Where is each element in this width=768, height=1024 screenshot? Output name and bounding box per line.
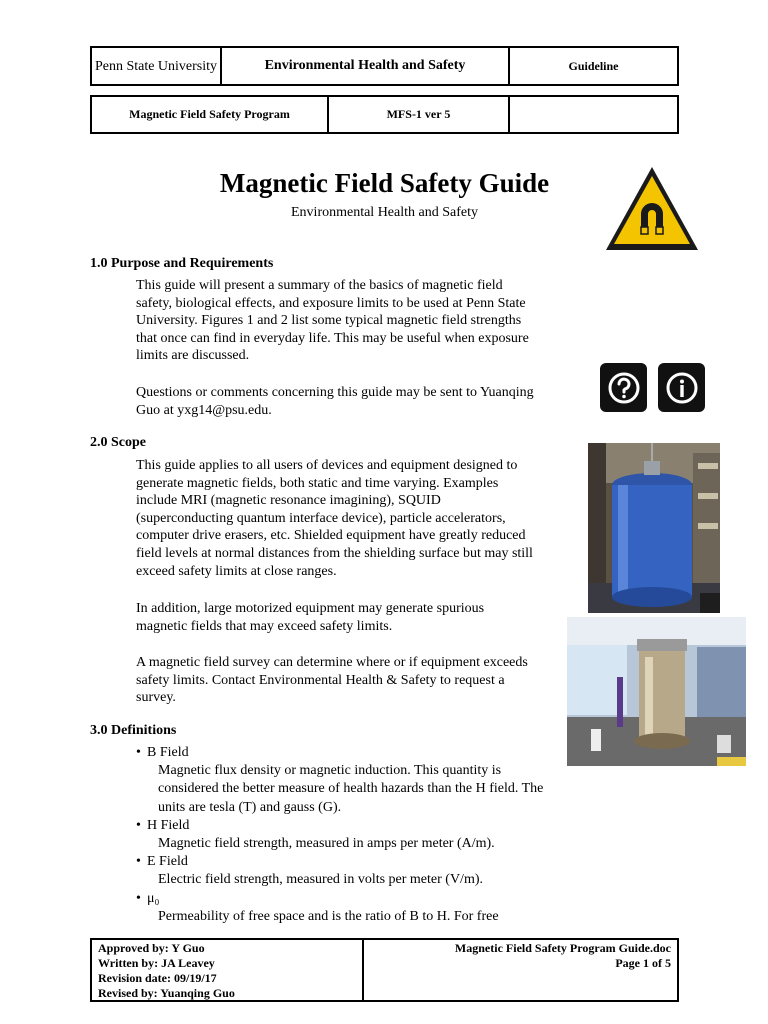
document-id: MFS-1 ver 5 [329,97,510,132]
purpose-paragraph-2: Questions or comments concerning this guide may be sent to Yuanqing Guo at yxg14@psu.edu. [136,385,534,418]
definition-description: Permeability of free space and is the ratio of B to H. For free [158,908,499,924]
empty-cell [510,97,677,132]
list-item [136,744,546,817]
cryostat-photo [588,443,720,613]
magnet-lab-photo [567,617,746,766]
scope-paragraph-3: A magnetic field survey can determine where or if equipment exceeds safety limits. Contact Environmental Health & Safety to request a survey. [136,655,528,706]
page-subtitle: Environmental Health and Safety [291,205,478,220]
list-item [136,890,546,926]
purpose-paragraph-1: This guide will present a summary of the basics of magnetic field safety, biological effects, and exposure limits to be used at Penn State University. Figures 1 and 2 list some typical magnetic field strengths that once can find in everyday life. This may be useful when exposure limits are discussed. [136,278,529,364]
org-name: Penn State University [92,48,222,84]
definition-term: • μ₀ [147,890,546,908]
footer-table [90,938,679,1002]
magnet-warning-icon [603,164,701,254]
department-name: Environmental Health and Safety [222,48,510,84]
approved-by: Approved by: Y Guo [98,941,205,955]
footer-approvals [92,940,364,1000]
question-icon[interactable] [600,363,647,412]
footer-file-info [364,940,677,1000]
written-by: Written by: JA Leavey [98,956,215,970]
scope-paragraph-2: In addition, large motorized equipment may generate spurious magnetic fields that may exceed safety limits. [136,601,485,634]
definition-description: Electric field strength, measured in volts per meter (V/m). [158,872,484,888]
list-item [136,853,546,889]
revision-date: Revision date: 09/19/17 [98,971,217,985]
document-type: Guideline [568,58,619,73]
list-item [136,817,546,853]
section-heading-scope: 2.0 Scope [90,435,146,450]
header-table-bottom [90,95,679,134]
info-icon[interactable] [658,363,705,412]
page-number: Page 1 of 5 [615,956,671,970]
definition-term: • H Field [147,817,546,835]
page-title: Magnetic Field Safety Guide [219,168,550,198]
file-name: Magnetic Field Safety Program Guide.doc [454,941,671,955]
section-heading-purpose: 1.0 Purpose and Requirements [90,256,274,271]
definition-term: • B Field [147,744,546,762]
revised-by: Revised by: Yuanqing Guo [98,986,235,1000]
program-name: Magnetic Field Safety Program [92,97,329,132]
header-table-top [90,46,679,86]
definitions-list [136,744,546,926]
definition-description: Magnetic field strength, measured in amps per meter (A/m). [158,836,495,852]
scope-paragraph-1: This guide applies to all users of devices and equipment designed to generate magnetic fields, both static and time varying. Examples include MRI (magnetic resonance imagining), SQUID (superconducting quantum interface device), particle accelerators, computer drive erasers, etc. Shielded equipment have greatly reduced field levels at normal distances from the shielding surface but may still exceed safety limits at close ranges. [136,458,533,579]
help-icons [600,363,705,412]
definition-term: • E Field [147,853,546,871]
definition-description: Magnetic flux density or magnetic induction. This quantity is considered the better measure of health hazards than the H field. The units are tesla (T) and gauss (G). [158,763,544,815]
section-heading-definitions: 3.0 Definitions [90,723,177,738]
